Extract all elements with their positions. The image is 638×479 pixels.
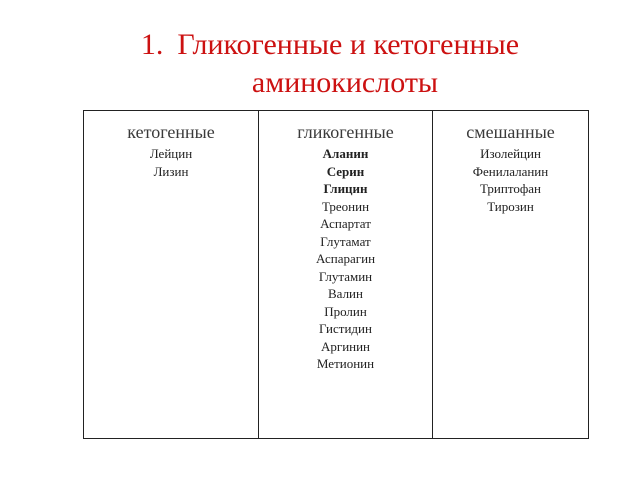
list-item: Глицин [323, 181, 368, 196]
title-line-1 [60, 26, 600, 64]
list-item: Гистидин [319, 321, 372, 336]
list-item: Серин [326, 163, 365, 179]
title-number: 1. [140, 28, 164, 61]
column-header-mixed: смешанные [466, 122, 555, 142]
list-item: Лизин [153, 163, 189, 179]
column-header-glucogenic: гликогенные [297, 122, 394, 142]
list-item: Треонин [321, 198, 370, 214]
list-item: Тирозин [487, 198, 534, 214]
list-mixed [433, 145, 588, 215]
list-item: Аргинин [320, 338, 371, 354]
list-item: Аланин [322, 146, 369, 161]
list-glucogenic [259, 145, 432, 373]
column-mixed [432, 111, 588, 438]
list-item: Глутамин [318, 268, 373, 284]
amino-acid-table [83, 110, 589, 439]
list-item: Аспартат [320, 216, 371, 231]
list-item: Изолейцин [480, 146, 541, 161]
title-line-2: аминокислоты [251, 66, 439, 99]
list-ketogenic [84, 145, 258, 180]
list-item: Валин [328, 286, 363, 301]
list-item: Пролин [324, 303, 367, 319]
list-item: Лейцин [149, 146, 193, 161]
column-glucogenic [258, 111, 432, 438]
list-item: Глутамат [320, 233, 371, 249]
list-item: Фенилаланин [472, 163, 549, 179]
column-ketogenic [84, 111, 258, 438]
list-item: Аспарагин [315, 251, 376, 266]
slide-title [60, 26, 600, 102]
title-line-1-text: Гликогенные и кетогенные [177, 28, 520, 61]
list-item: Триптофан [479, 181, 542, 196]
list-item: Метионин [316, 356, 375, 371]
column-header-ketogenic: кетогенные [127, 122, 215, 142]
